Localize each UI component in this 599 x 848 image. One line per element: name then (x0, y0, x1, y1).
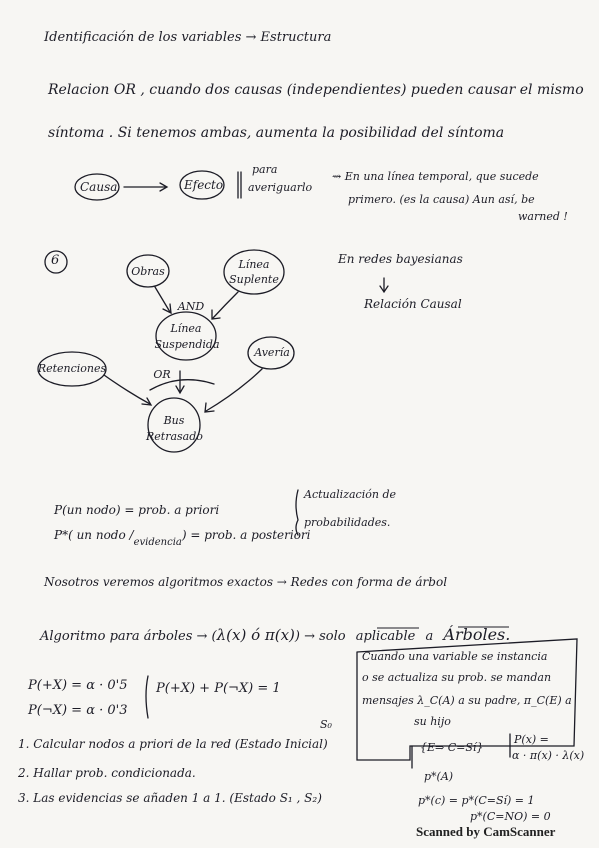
note-averiguarlo: averiguarlo (248, 181, 313, 194)
causal-relation-note: Relación Causal (364, 297, 462, 311)
pstar-c: p*(c) = p*(C=Sí) = 1 (418, 794, 535, 807)
equation-positive: P(+X) = α · 0'5 (28, 678, 128, 693)
linea-suspendida-line2: Suspendida (154, 338, 220, 351)
temporal-aside-2: primero. (es la causa) Aun así, be (348, 193, 535, 206)
equation-negative: P(¬X) = α · 0'3 (28, 703, 128, 718)
box-line-4: su hijo (414, 715, 451, 728)
causa-label: Causa (80, 180, 118, 194)
step-3: 3. Las evidencias se añaden 1 a 1. (Estado S₁ , S₂) (18, 791, 322, 805)
algo-part-e: a (425, 629, 434, 644)
pstar-no: p*(C=NO) = 0 (470, 810, 551, 823)
page-heading: Identificación de los variables → Estructura (44, 30, 332, 45)
arboles-word: Árboles. (443, 625, 511, 644)
retenciones-node: Retenciones (37, 362, 107, 375)
posterior-part-b: evidencia (133, 537, 182, 548)
linea-suspendida-line1: Línea (170, 322, 202, 335)
averia-node: Avería (254, 346, 290, 359)
evidence-formula: {E⇒ C=Sí} (420, 741, 484, 754)
box-line-3: mensajes λ_C(A) a su padre, π_C(E) a (362, 694, 572, 707)
update-note-2: probabilidades. (304, 516, 391, 529)
intro-line-2: síntoma . Si tenemos ambas, aumenta la posibilidad del síntoma (48, 125, 505, 141)
update-note-1: Actualización de (304, 488, 396, 501)
posterior-part-a: P*( un nodo / (54, 528, 134, 542)
bus-line1: Bus (163, 414, 185, 427)
temporal-aside-3: warned ! (518, 210, 568, 223)
bus-line2: Retrasado (146, 430, 203, 443)
sum-equation: P(+X) + P(¬X) = 1 (156, 681, 281, 696)
linea-suspendida-node-outline (156, 312, 216, 360)
algo-part-c: ) → solo (294, 629, 346, 644)
note-para: para (252, 163, 278, 176)
aplicable-word: aplicable (355, 629, 416, 644)
linea-suplente-line2: Suplente (229, 273, 279, 286)
state-s0: S₀ (320, 718, 332, 731)
bayes-note: En redes bayesianas (338, 252, 463, 266)
linea-suplente-node-outline (224, 250, 284, 294)
algorithms-line-1: Nosotros veremos algoritmos exactos → Redes con forma de árbol (44, 575, 448, 589)
pstar-a: p*(A) (424, 770, 454, 783)
box-line-1: Cuando una variable se instancia (362, 650, 548, 663)
posterior-definition (54, 528, 311, 548)
posterior-part-c: ) = prob. a posteriori (181, 528, 311, 542)
section-number: 6 (51, 253, 60, 268)
algo-part-a: Algoritmo para árboles → ( (40, 629, 217, 644)
px-formula: P(x) = (514, 733, 549, 746)
temporal-aside-1: ⇝ En una línea temporal, que sucede (332, 170, 539, 183)
linea-suplente-line1: Línea (238, 258, 270, 271)
and-label: AND (177, 300, 205, 313)
efecto-label: Efecto (184, 178, 224, 192)
prior-definition: P(un nodo) = prob. a priori (54, 503, 220, 517)
obras-node: Obras (131, 265, 165, 278)
step-2: 2. Hallar prob. condicionada. (18, 766, 196, 780)
lambda-pi-formula: λ(x) ó π(x) (216, 626, 295, 644)
alpha-formula: α · π(x) · λ(x) (512, 749, 585, 762)
or-label: OR (153, 368, 171, 381)
intro-line-1: Relacion OR , cuando dos causas (independientes) pueden causar el mismo (48, 82, 584, 98)
algorithms-line-2 (40, 625, 510, 644)
step-1: 1. Calcular nodos a priori de la red (Estado Inicial) (18, 737, 328, 751)
box-line-2: o se actualiza su prob. se mandan (362, 671, 552, 684)
scanner-watermark: Scanned by CamScanner (416, 824, 556, 839)
